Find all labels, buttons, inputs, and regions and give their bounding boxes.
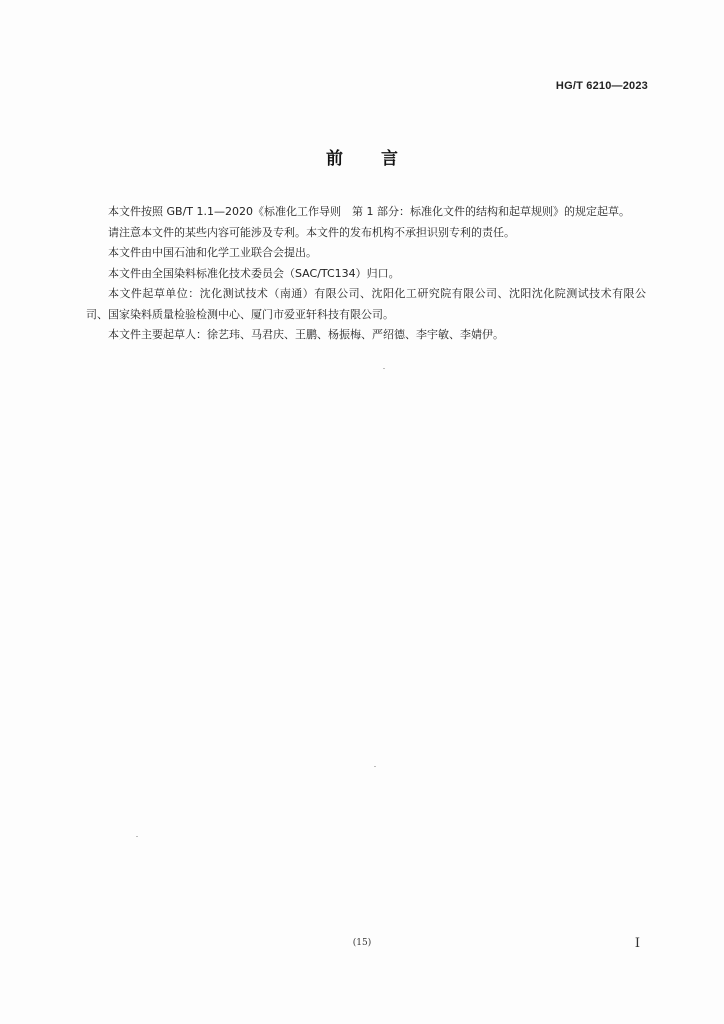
paragraph-patent-notice: 请注意本文件的某些内容可能涉及专利。本文件的发布机构不承担识别专利的责任。 [108, 225, 515, 239]
paragraph-drafting-rules: 本文件按照 GB/T 1.1—2020《标准化工作导则 第 1 部分：标准化文件的结构和起草规则》的规定起草。 [108, 205, 630, 218]
page-title [0, 144, 724, 169]
scan-speck [374, 766, 376, 767]
paragraph-proposer: 本文件由中国石油和化学工业联合会提出。 [108, 246, 317, 259]
page-number: I [634, 936, 640, 951]
paragraph-technical-committee: 本文件由全国染料标准化技术委员会（SAC/TC134）归口。 [108, 266, 400, 280]
scan-speck [383, 368, 385, 369]
paragraph-drafters: 本文件主要起草人：徐艺玮、马君庆、王鹏、杨振梅、严绍德、李宇敏、李婧伊。 [108, 328, 504, 341]
title-char-2: 言 [381, 149, 398, 169]
title-char-1: 前 [326, 149, 343, 169]
scan-speck [136, 836, 138, 837]
sheet-number: (15) [352, 938, 372, 948]
paragraph-drafting-units: 本文件起草单位：沈化测试技术（南通）有限公司、沈阳化工研究院有限公司、沈阳沈化院测试技术有限公司、国家染料质量检验检测中心、厦门市爱亚轩科技有限公司。 [86, 287, 646, 321]
standard-code: HG/T 6210—2023 [555, 80, 648, 92]
preface-body [86, 202, 646, 346]
